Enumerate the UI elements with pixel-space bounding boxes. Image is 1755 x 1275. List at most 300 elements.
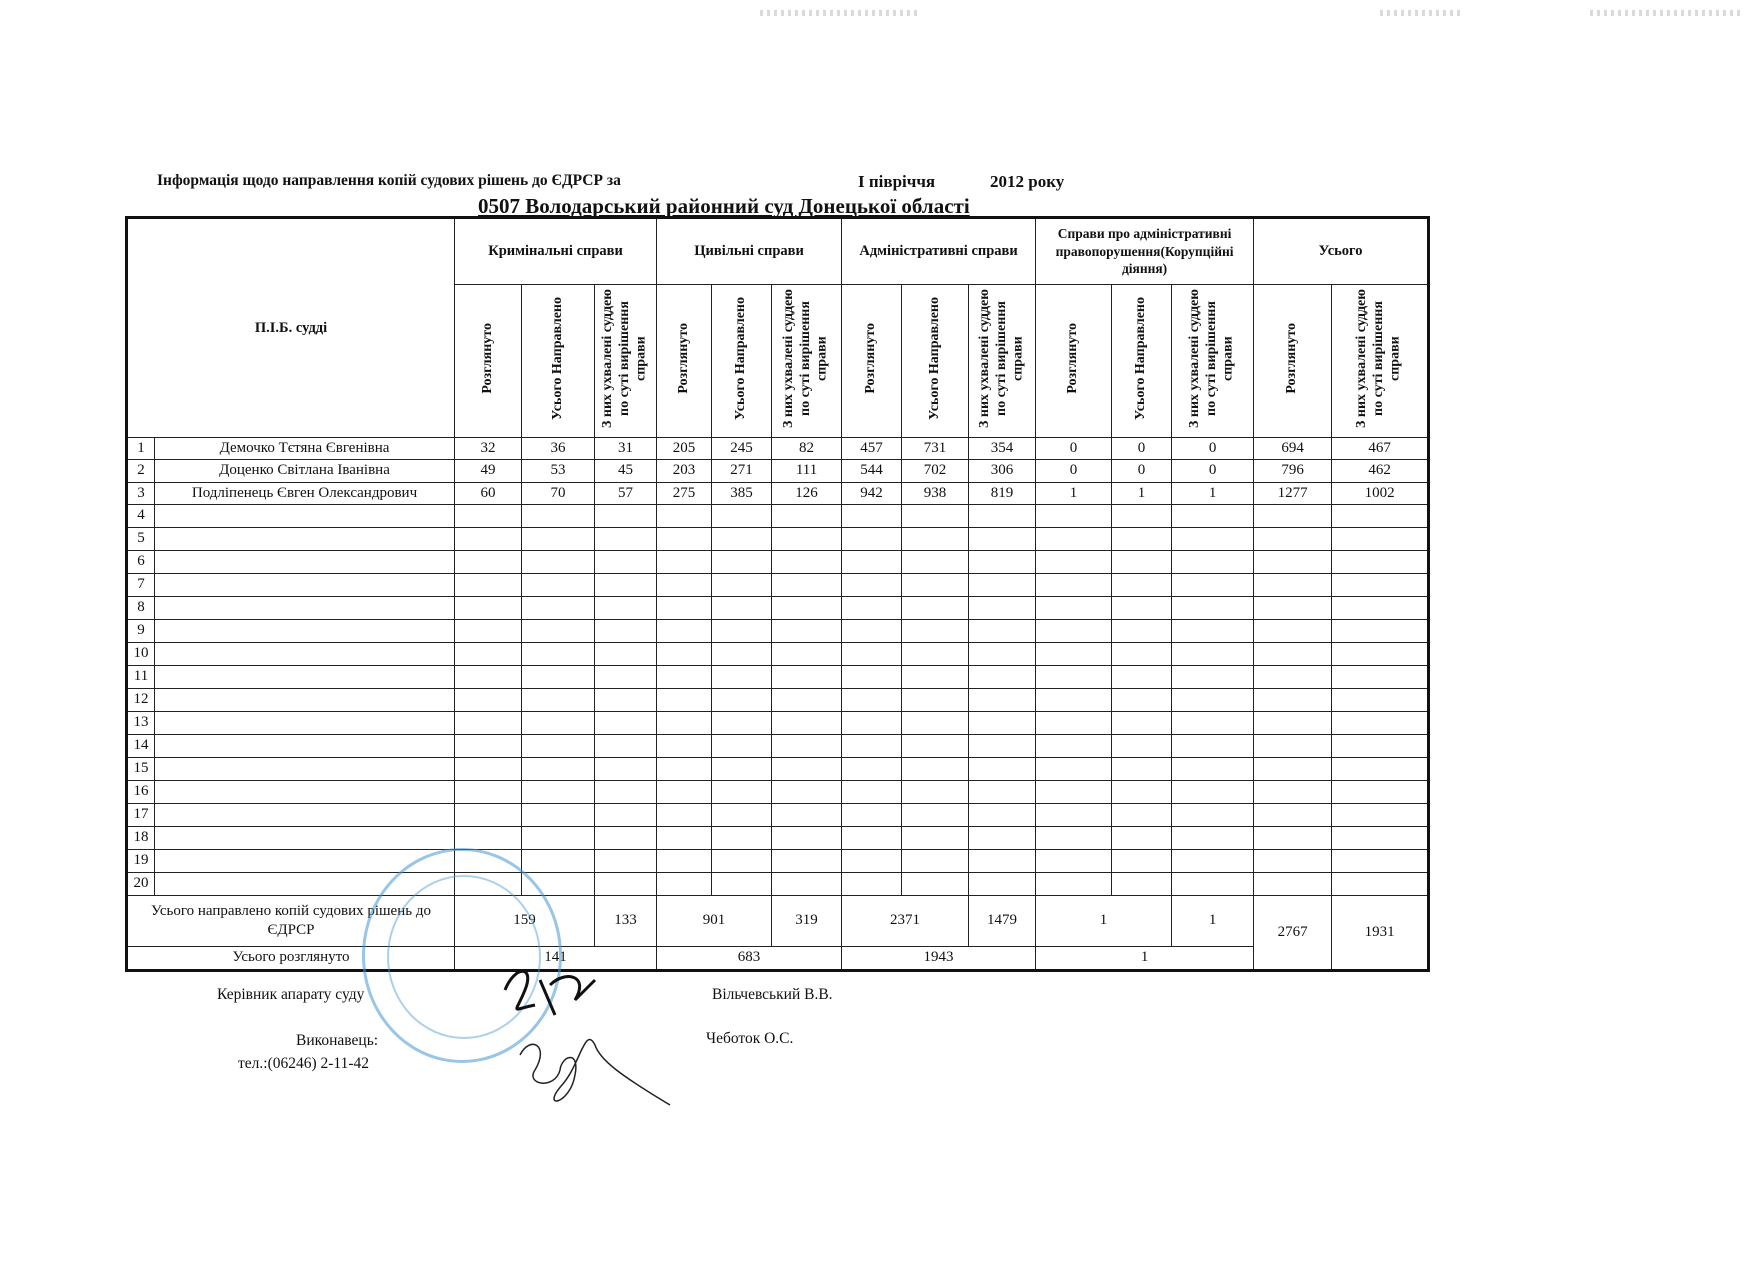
value-cell: 45 <box>595 460 657 482</box>
value-cell <box>595 504 657 527</box>
judge-name <box>155 826 455 849</box>
value-cell: 1002 <box>1332 482 1429 504</box>
total-considered-all: 2767 <box>1254 895 1332 970</box>
judge-name <box>155 711 455 734</box>
sub-sent: Усього Направлено <box>1112 284 1172 437</box>
value-cell <box>1112 573 1172 596</box>
value-cell <box>1332 688 1429 711</box>
value-cell <box>1332 665 1429 688</box>
judge-name <box>155 665 455 688</box>
judge-name <box>155 504 455 527</box>
value-cell <box>1112 688 1172 711</box>
value-cell <box>772 619 842 642</box>
value-cell <box>1254 527 1332 550</box>
value-cell <box>772 872 842 895</box>
row-number: 14 <box>127 734 155 757</box>
value-cell: 60 <box>455 482 522 504</box>
value-cell <box>1254 504 1332 527</box>
value-cell <box>595 872 657 895</box>
total-offenses-decided: 1 <box>1172 895 1254 946</box>
value-cell: 0 <box>1172 438 1254 460</box>
value-cell <box>772 665 842 688</box>
value-cell <box>595 642 657 665</box>
value-cell <box>1332 504 1429 527</box>
value-cell <box>595 734 657 757</box>
total-civil-sent: 901 <box>657 895 772 946</box>
head-label: Керівник апарату суду <box>217 986 365 1003</box>
value-cell <box>842 550 902 573</box>
value-cell <box>657 642 712 665</box>
row-number: 4 <box>127 504 155 527</box>
judge-name <box>155 573 455 596</box>
total-admin-decided: 1479 <box>969 895 1036 946</box>
value-cell <box>712 872 772 895</box>
table-row-empty <box>127 803 1429 826</box>
value-cell <box>455 803 522 826</box>
value-cell <box>712 527 772 550</box>
value-cell: 70 <box>522 482 595 504</box>
value-cell <box>657 711 712 734</box>
value-cell <box>712 550 772 573</box>
value-cell <box>902 711 969 734</box>
group-criminal: Кримінальні справи <box>455 218 657 285</box>
value-cell <box>902 780 969 803</box>
table-row-empty <box>127 872 1429 895</box>
value-cell <box>522 826 595 849</box>
value-cell: 111 <box>772 460 842 482</box>
value-cell <box>902 573 969 596</box>
value-cell <box>969 711 1036 734</box>
value-cell <box>522 642 595 665</box>
row-number: 5 <box>127 527 155 550</box>
value-cell <box>842 573 902 596</box>
table-row-empty <box>127 734 1429 757</box>
value-cell <box>455 734 522 757</box>
value-cell <box>522 619 595 642</box>
value-cell <box>1112 780 1172 803</box>
value-cell <box>455 780 522 803</box>
group-offenses: Справи про адміністративні правопорушення(Корупційні діяння) <box>1036 218 1254 285</box>
value-cell <box>1254 849 1332 872</box>
value-cell <box>595 757 657 780</box>
value-cell: 82 <box>772 438 842 460</box>
value-cell: 1277 <box>1254 482 1332 504</box>
judge-name <box>155 780 455 803</box>
value-cell: 245 <box>712 438 772 460</box>
signature-head <box>495 960 605 1020</box>
value-cell <box>657 826 712 849</box>
value-cell <box>1332 734 1429 757</box>
value-cell <box>902 665 969 688</box>
value-cell <box>969 642 1036 665</box>
judge-name: Доценко Світлана Іванівна <box>155 460 455 482</box>
value-cell <box>902 688 969 711</box>
value-cell <box>772 550 842 573</box>
value-cell <box>595 527 657 550</box>
value-cell <box>1036 596 1112 619</box>
row-number: 2 <box>127 460 155 482</box>
row-number: 1 <box>127 438 155 460</box>
value-cell <box>657 803 712 826</box>
considered-criminal: 141 <box>455 946 657 970</box>
value-cell <box>595 596 657 619</box>
value-cell <box>595 688 657 711</box>
value-cell <box>969 803 1036 826</box>
value-cell <box>902 504 969 527</box>
sub-considered: Розглянуто <box>657 284 712 437</box>
head-name: Вільчевський В.В. <box>712 986 833 1003</box>
row-number: 16 <box>127 780 155 803</box>
sub-considered: Розглянуто <box>455 284 522 437</box>
row-number: 11 <box>127 665 155 688</box>
value-cell: 0 <box>1036 438 1112 460</box>
total-decided-all: 1931 <box>1332 895 1429 970</box>
value-cell <box>969 872 1036 895</box>
table-body <box>127 438 1429 896</box>
sub-sent: Усього Направлено <box>902 284 969 437</box>
row-number: 18 <box>127 826 155 849</box>
value-cell <box>1112 849 1172 872</box>
value-cell <box>1172 504 1254 527</box>
value-cell <box>772 757 842 780</box>
value-cell <box>1036 688 1112 711</box>
value-cell <box>969 550 1036 573</box>
value-cell <box>595 665 657 688</box>
value-cell <box>1254 872 1332 895</box>
value-cell <box>772 734 842 757</box>
value-cell <box>1036 849 1112 872</box>
considered-offenses: 1 <box>1036 946 1254 970</box>
value-cell <box>1254 780 1332 803</box>
value-cell <box>657 619 712 642</box>
value-cell <box>1172 849 1254 872</box>
value-cell: 0 <box>1036 460 1112 482</box>
value-cell <box>842 527 902 550</box>
value-cell <box>842 504 902 527</box>
value-cell <box>455 642 522 665</box>
scan-noise <box>1380 10 1460 16</box>
value-cell: 36 <box>522 438 595 460</box>
value-cell <box>712 665 772 688</box>
value-cell <box>842 780 902 803</box>
value-cell <box>455 826 522 849</box>
sub-considered: Розглянуто <box>1254 284 1332 437</box>
value-cell <box>1112 734 1172 757</box>
value-cell <box>772 573 842 596</box>
value-cell <box>657 734 712 757</box>
value-cell <box>657 527 712 550</box>
value-cell: 462 <box>1332 460 1429 482</box>
sub-sent: Усього Направлено <box>712 284 772 437</box>
table-row-empty <box>127 573 1429 596</box>
value-cell <box>1112 642 1172 665</box>
value-cell <box>657 573 712 596</box>
value-cell <box>712 619 772 642</box>
value-cell <box>1172 688 1254 711</box>
value-cell <box>712 711 772 734</box>
value-cell <box>1036 734 1112 757</box>
row-number: 6 <box>127 550 155 573</box>
table-row-empty <box>127 504 1429 527</box>
sub-considered: Розглянуто <box>1036 284 1112 437</box>
value-cell <box>1036 527 1112 550</box>
value-cell <box>1112 826 1172 849</box>
value-cell <box>1332 872 1429 895</box>
total-criminal-decided: 133 <box>595 895 657 946</box>
value-cell <box>455 550 522 573</box>
value-cell <box>1332 849 1429 872</box>
header-row-groups <box>127 218 1429 285</box>
total-criminal-sent: 159 <box>455 895 595 946</box>
row-number: 9 <box>127 619 155 642</box>
table-row-empty <box>127 619 1429 642</box>
sub-sent: Усього Направлено <box>522 284 595 437</box>
value-cell <box>772 780 842 803</box>
value-cell <box>522 573 595 596</box>
value-cell <box>522 803 595 826</box>
considered-admin: 1943 <box>842 946 1036 970</box>
total-offenses-sent: 1 <box>1036 895 1172 946</box>
value-cell: 457 <box>842 438 902 460</box>
value-cell <box>1112 550 1172 573</box>
value-cell: 1 <box>1112 482 1172 504</box>
judge-name: Демочко Тєтяна Євгенівна <box>155 438 455 460</box>
report-period: І півріччя <box>858 172 936 191</box>
value-cell <box>969 849 1036 872</box>
value-cell <box>1332 803 1429 826</box>
value-cell <box>1172 711 1254 734</box>
value-cell <box>712 826 772 849</box>
table-row-empty <box>127 527 1429 550</box>
sub-decided: З них ухвалені суддею по суті вирішення справи <box>1332 284 1429 437</box>
value-cell <box>1036 619 1112 642</box>
value-cell <box>842 596 902 619</box>
value-cell <box>772 596 842 619</box>
value-cell: 31 <box>595 438 657 460</box>
executor-label: Виконавець: <box>296 1032 379 1049</box>
total-considered-label: Усього розглянуто <box>127 946 455 970</box>
table-row-empty <box>127 550 1429 573</box>
sub-decided: З них ухвалені суддею по суті вирішення справи <box>772 284 842 437</box>
value-cell: 544 <box>842 460 902 482</box>
row-number: 20 <box>127 872 155 895</box>
table-row <box>127 460 1429 482</box>
value-cell <box>455 573 522 596</box>
table-row-empty <box>127 596 1429 619</box>
row-number: 13 <box>127 711 155 734</box>
table-row-empty <box>127 826 1429 849</box>
value-cell <box>712 596 772 619</box>
value-cell: 32 <box>455 438 522 460</box>
value-cell: 1 <box>1172 482 1254 504</box>
sub-decided: З них ухвалені суддею по суті вирішення справи <box>595 284 657 437</box>
judge-name: Подліпенець Євген Олександрович <box>155 482 455 504</box>
value-cell <box>969 780 1036 803</box>
value-cell <box>455 527 522 550</box>
value-cell <box>772 504 842 527</box>
judge-name <box>155 803 455 826</box>
value-cell <box>772 527 842 550</box>
group-total: Усього <box>1254 218 1429 285</box>
judge-name <box>155 734 455 757</box>
value-cell <box>902 527 969 550</box>
value-cell <box>842 826 902 849</box>
value-cell <box>1254 573 1332 596</box>
value-cell <box>1332 711 1429 734</box>
considered-civil: 683 <box>657 946 842 970</box>
value-cell <box>522 504 595 527</box>
value-cell <box>1254 619 1332 642</box>
value-cell <box>842 642 902 665</box>
value-cell: 271 <box>712 460 772 482</box>
row-number: 10 <box>127 642 155 665</box>
value-cell <box>1172 872 1254 895</box>
value-cell <box>1254 711 1332 734</box>
value-cell <box>455 665 522 688</box>
value-cell <box>969 734 1036 757</box>
value-cell <box>712 757 772 780</box>
value-cell <box>842 665 902 688</box>
value-cell <box>969 504 1036 527</box>
value-cell <box>1036 803 1112 826</box>
row-number: 3 <box>127 482 155 504</box>
judge-name <box>155 757 455 780</box>
value-cell <box>522 688 595 711</box>
value-cell <box>1036 757 1112 780</box>
value-cell: 203 <box>657 460 712 482</box>
value-cell <box>969 757 1036 780</box>
phone: тел.:(06246) 2-11-42 <box>238 1055 370 1072</box>
value-cell: 1 <box>1036 482 1112 504</box>
value-cell <box>455 596 522 619</box>
value-cell <box>657 596 712 619</box>
value-cell <box>712 780 772 803</box>
value-cell <box>842 849 902 872</box>
value-cell <box>1036 550 1112 573</box>
judge-name <box>155 642 455 665</box>
total-sent-row <box>127 895 1429 946</box>
value-cell <box>1332 550 1429 573</box>
value-cell <box>595 780 657 803</box>
value-cell <box>969 573 1036 596</box>
value-cell <box>657 757 712 780</box>
value-cell <box>1172 734 1254 757</box>
value-cell <box>1112 803 1172 826</box>
value-cell: 0 <box>1112 460 1172 482</box>
value-cell <box>772 849 842 872</box>
value-cell <box>712 849 772 872</box>
value-cell <box>522 596 595 619</box>
row-number: 7 <box>127 573 155 596</box>
value-cell: 0 <box>1112 438 1172 460</box>
value-cell <box>455 688 522 711</box>
value-cell <box>1172 757 1254 780</box>
value-cell: 205 <box>657 438 712 460</box>
value-cell <box>1254 688 1332 711</box>
value-cell: 53 <box>522 460 595 482</box>
value-cell <box>969 619 1036 642</box>
value-cell <box>1112 619 1172 642</box>
sub-decided: З них ухвалені суддею по суті вирішення справи <box>969 284 1036 437</box>
value-cell <box>1332 826 1429 849</box>
value-cell: 306 <box>969 460 1036 482</box>
value-cell <box>1172 619 1254 642</box>
scan-noise <box>1590 10 1740 16</box>
judge-name <box>155 596 455 619</box>
judge-name <box>155 619 455 642</box>
value-cell <box>522 849 595 872</box>
value-cell <box>902 803 969 826</box>
value-cell: 731 <box>902 438 969 460</box>
value-cell <box>902 550 969 573</box>
value-cell <box>455 711 522 734</box>
value-cell <box>522 780 595 803</box>
value-cell <box>712 688 772 711</box>
value-cell: 819 <box>969 482 1036 504</box>
value-cell <box>455 757 522 780</box>
value-cell <box>595 711 657 734</box>
value-cell <box>902 757 969 780</box>
value-cell <box>1036 665 1112 688</box>
value-cell: 126 <box>772 482 842 504</box>
value-cell <box>1332 596 1429 619</box>
value-cell <box>1172 780 1254 803</box>
value-cell <box>1332 573 1429 596</box>
value-cell <box>1172 596 1254 619</box>
value-cell <box>1172 642 1254 665</box>
value-cell <box>595 826 657 849</box>
value-cell <box>712 734 772 757</box>
value-cell <box>1254 642 1332 665</box>
value-cell <box>712 504 772 527</box>
value-cell <box>842 734 902 757</box>
value-cell <box>595 803 657 826</box>
signature-executor <box>500 1015 680 1115</box>
value-cell <box>842 619 902 642</box>
value-cell: 938 <box>902 482 969 504</box>
value-cell: 694 <box>1254 438 1332 460</box>
total-sent-label: Усього направлено копій судових рішень до ЄДРСР <box>127 895 455 946</box>
table-row <box>127 482 1429 504</box>
value-cell <box>1036 642 1112 665</box>
value-cell: 49 <box>455 460 522 482</box>
value-cell <box>522 711 595 734</box>
value-cell: 467 <box>1332 438 1429 460</box>
value-cell <box>522 734 595 757</box>
value-cell: 0 <box>1172 460 1254 482</box>
court-name: 0507 Володарський районний суд Донецької області <box>478 194 970 218</box>
table-row-empty <box>127 849 1429 872</box>
value-cell <box>595 619 657 642</box>
value-cell <box>657 665 712 688</box>
value-cell: 942 <box>842 482 902 504</box>
value-cell: 354 <box>969 438 1036 460</box>
value-cell <box>969 596 1036 619</box>
value-cell <box>969 826 1036 849</box>
value-cell <box>1112 872 1172 895</box>
value-cell <box>1036 872 1112 895</box>
value-cell <box>842 711 902 734</box>
judge-name <box>155 550 455 573</box>
value-cell <box>902 642 969 665</box>
value-cell <box>902 849 969 872</box>
value-cell <box>969 527 1036 550</box>
value-cell <box>1254 665 1332 688</box>
value-cell <box>455 504 522 527</box>
table-row-empty <box>127 780 1429 803</box>
value-cell: 57 <box>595 482 657 504</box>
value-cell: 275 <box>657 482 712 504</box>
